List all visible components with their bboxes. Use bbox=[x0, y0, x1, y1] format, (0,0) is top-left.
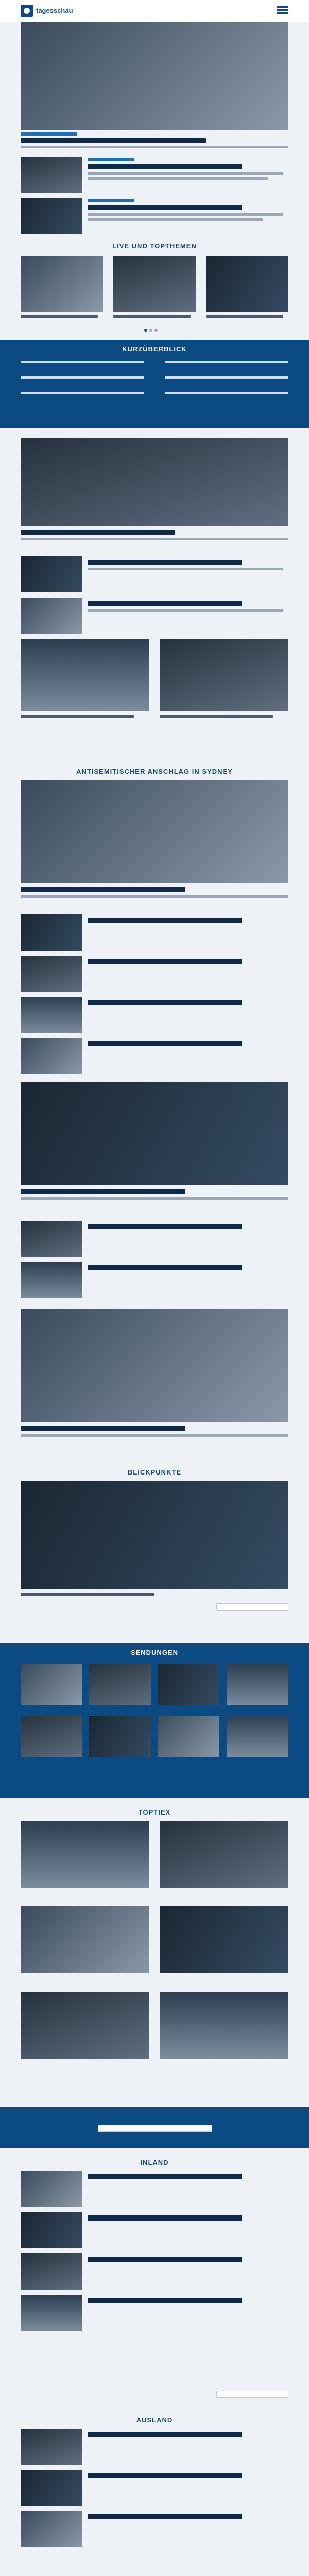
article-headline[interactable] bbox=[88, 2514, 242, 2519]
article-thumbnail[interactable] bbox=[21, 997, 82, 1033]
article-thumbnail[interactable] bbox=[21, 2171, 82, 2207]
article-topline bbox=[88, 158, 134, 161]
carousel-dots[interactable] bbox=[144, 329, 165, 332]
article-headline[interactable] bbox=[88, 560, 242, 565]
anschlag-headline[interactable] bbox=[21, 887, 185, 892]
article-teaser-line bbox=[21, 538, 288, 540]
article-headline[interactable] bbox=[88, 2215, 242, 2221]
article-headline[interactable] bbox=[21, 1189, 185, 1194]
article-headline[interactable] bbox=[88, 205, 242, 210]
article-headline[interactable] bbox=[88, 164, 242, 169]
article-thumbnail[interactable] bbox=[21, 556, 82, 592]
article-topline bbox=[88, 199, 134, 202]
article-teaser-line bbox=[21, 1197, 288, 1200]
article-headline[interactable] bbox=[88, 2473, 242, 2478]
article-headline[interactable] bbox=[88, 1265, 242, 1270]
article-headline[interactable] bbox=[21, 530, 175, 535]
live-card-title[interactable] bbox=[206, 315, 283, 318]
section-blickpunkte bbox=[21, 1468, 288, 1633]
live-card-image[interactable] bbox=[21, 256, 103, 312]
tagesschau-logo[interactable] bbox=[21, 5, 73, 17]
article-thumbnail[interactable] bbox=[21, 198, 82, 234]
anschlag-hero-image[interactable] bbox=[21, 780, 288, 883]
section-title-sendungen: SENDUNGEN bbox=[130, 1649, 179, 1656]
section-title-kurz: KURZÜBERBLICK bbox=[122, 345, 187, 353]
section-top bbox=[21, 1808, 288, 2097]
article-headline[interactable] bbox=[88, 2432, 242, 2437]
article-teaser-line bbox=[88, 568, 283, 570]
article-teaser-line bbox=[88, 172, 283, 175]
article-headline[interactable] bbox=[21, 1426, 185, 1431]
sendung-thumbnail[interactable] bbox=[227, 1664, 288, 1705]
article-headline[interactable] bbox=[88, 1000, 242, 1005]
article-list-top bbox=[21, 150, 288, 238]
article-thumbnail[interactable] bbox=[21, 2295, 82, 2331]
live-card-title[interactable] bbox=[113, 315, 191, 318]
blickpunkte-image[interactable] bbox=[21, 1481, 288, 1589]
section-title-blick: BLICKPUNKTE bbox=[127, 1468, 182, 1476]
top-card-image[interactable] bbox=[160, 1992, 288, 2059]
article-thumbnail[interactable] bbox=[21, 2470, 82, 2506]
kurz-item[interactable] bbox=[165, 361, 288, 363]
article-image[interactable] bbox=[160, 639, 288, 711]
article-teaser-line bbox=[21, 1434, 288, 1437]
sendung-thumbnail[interactable] bbox=[21, 1664, 82, 1705]
article-headline[interactable] bbox=[88, 601, 242, 606]
kurz-item[interactable] bbox=[165, 376, 288, 379]
article-feed-1 bbox=[21, 438, 288, 757]
info-band bbox=[0, 2107, 309, 2148]
section-inland bbox=[21, 2159, 288, 2406]
logo-wordmark: tagesschau bbox=[36, 7, 73, 14]
section-kurzueberblick bbox=[0, 340, 309, 428]
kurz-item[interactable] bbox=[21, 361, 144, 363]
sendung-thumbnail[interactable] bbox=[89, 1716, 151, 1757]
article-thumbnail[interactable] bbox=[21, 1221, 82, 1257]
hero-topline bbox=[21, 132, 77, 136]
article-teaser-line bbox=[21, 895, 288, 898]
article-teaser-line bbox=[88, 218, 263, 221]
sendung-thumbnail[interactable] bbox=[227, 1716, 288, 1757]
article-teaser-line bbox=[88, 213, 283, 216]
article-teaser-line bbox=[88, 609, 283, 612]
article-headline[interactable] bbox=[88, 918, 242, 923]
article-image[interactable] bbox=[21, 639, 149, 711]
top-card-image[interactable] bbox=[21, 1906, 149, 1973]
article-thumbnail[interactable] bbox=[21, 2429, 82, 2465]
sendung-thumbnail[interactable] bbox=[89, 1664, 151, 1705]
article-headline[interactable] bbox=[88, 2174, 242, 2179]
section-title-top: TOPTIEX bbox=[138, 1808, 171, 1816]
article-headline[interactable] bbox=[88, 959, 242, 964]
live-card-image[interactable] bbox=[206, 256, 288, 312]
info-band-button[interactable] bbox=[98, 2125, 212, 2132]
blickpunkte-caption bbox=[21, 1593, 154, 1596]
article-headline[interactable] bbox=[88, 1224, 242, 1229]
kurz-item[interactable] bbox=[21, 392, 144, 394]
section-ausland bbox=[21, 2416, 288, 2576]
article-image[interactable] bbox=[21, 1309, 288, 1422]
sendung-thumbnail[interactable] bbox=[158, 1716, 219, 1757]
article-thumbnail[interactable] bbox=[21, 2253, 82, 2290]
section-title-ausland: AUSLAND bbox=[136, 2416, 173, 2424]
sendung-thumbnail[interactable] bbox=[21, 1716, 82, 1757]
article-image[interactable] bbox=[21, 438, 288, 526]
article-thumbnail[interactable] bbox=[21, 2212, 82, 2248]
article-title[interactable] bbox=[160, 715, 273, 718]
top-card-image[interactable] bbox=[160, 1821, 288, 1888]
section-title-inland: INLAND bbox=[140, 2159, 169, 2166]
hero-image[interactable] bbox=[21, 22, 288, 130]
article-image[interactable] bbox=[21, 1082, 288, 1185]
article-thumbnail[interactable] bbox=[21, 2511, 82, 2547]
article-title[interactable] bbox=[21, 715, 134, 718]
live-card-title[interactable] bbox=[21, 315, 98, 318]
sendung-thumbnail[interactable] bbox=[158, 1664, 219, 1705]
kurz-item[interactable] bbox=[21, 376, 144, 379]
article-thumbnail[interactable] bbox=[21, 1262, 82, 1298]
article-thumbnail[interactable] bbox=[21, 157, 82, 193]
section-title-live: LIVE UND TOPTHEMEN bbox=[112, 242, 197, 250]
article-feed-2 bbox=[21, 1221, 288, 1458]
article-thumbnail[interactable] bbox=[21, 956, 82, 992]
more-button[interactable] bbox=[216, 2391, 288, 2398]
section-title-anschlag: ANTISEMITISCHER ANSCHLAG IN SYDNEY bbox=[76, 768, 233, 775]
hero-teaser-line bbox=[21, 146, 288, 148]
section-anschlag bbox=[21, 768, 288, 1211]
article-headline[interactable] bbox=[88, 1041, 242, 1046]
top-navigation-bar bbox=[0, 0, 309, 22]
article-thumbnail[interactable] bbox=[21, 598, 82, 634]
live-card-image[interactable] bbox=[113, 256, 196, 312]
article-headline[interactable] bbox=[88, 2298, 242, 2303]
hero-article[interactable] bbox=[21, 22, 288, 150]
article-teaser-line bbox=[88, 177, 268, 180]
logo-mark-icon bbox=[21, 5, 33, 17]
top-card-image[interactable] bbox=[160, 1906, 288, 1973]
article-headline[interactable] bbox=[88, 2257, 242, 2262]
top-card-image[interactable] bbox=[21, 1992, 149, 2059]
article-thumbnail[interactable] bbox=[21, 914, 82, 951]
more-button[interactable] bbox=[216, 1603, 288, 1611]
kurz-item[interactable] bbox=[165, 392, 288, 394]
hero-headline[interactable] bbox=[21, 138, 206, 143]
hamburger-menu-icon[interactable] bbox=[277, 6, 288, 14]
article-thumbnail[interactable] bbox=[21, 1038, 82, 1074]
top-card-image[interactable] bbox=[21, 1821, 149, 1888]
section-sendungen bbox=[0, 1643, 309, 1798]
